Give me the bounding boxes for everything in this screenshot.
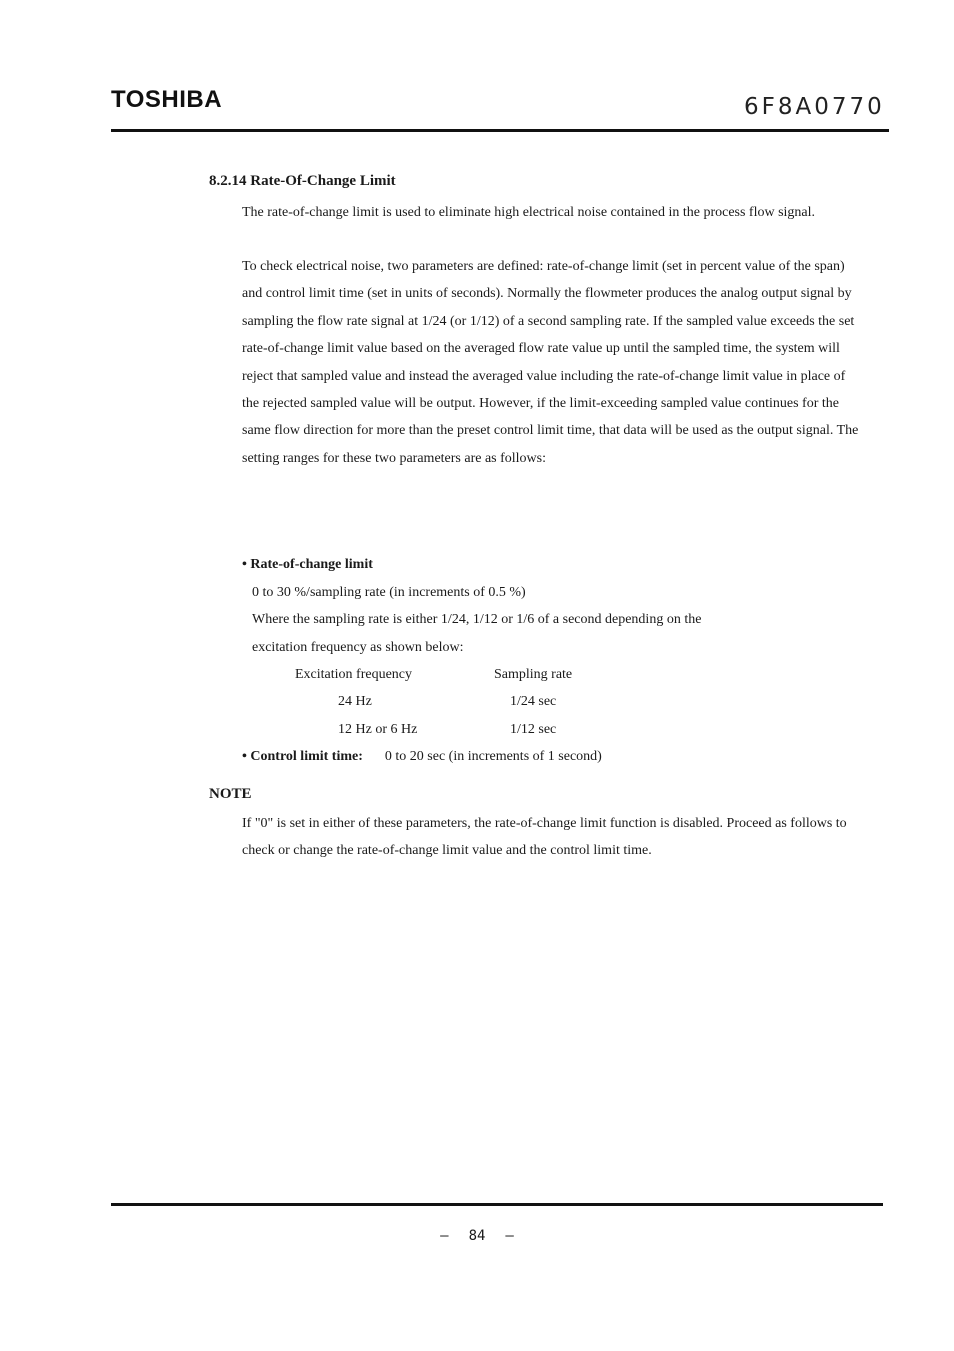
page-dash: – bbox=[505, 1228, 514, 1244]
table-header-sampling: Sampling rate bbox=[494, 667, 573, 682]
header-rule bbox=[111, 129, 889, 132]
rate-limit-range: 0 to 30 %/sampling rate (in increments of 0.5 %) bbox=[252, 585, 526, 600]
page-footer bbox=[0, 1228, 954, 1244]
section-title: 8.2.14 Rate-Of-Change Limit bbox=[209, 173, 396, 189]
sampling-note-line: excitation frequency as shown below: bbox=[252, 640, 464, 655]
document-number: 6F8A0770 bbox=[744, 94, 885, 120]
table-cell-rate: 1/12 sec bbox=[510, 722, 557, 737]
control-limit-label: • Control limit time: bbox=[242, 749, 363, 764]
table-cell-rate: 1/24 sec bbox=[510, 694, 557, 709]
rate-limit-heading: • Rate-of-change limit bbox=[242, 557, 373, 572]
table-cell-frequency: 12 Hz or 6 Hz bbox=[338, 722, 418, 737]
footer-rule bbox=[111, 1203, 883, 1206]
note-heading: NOTE bbox=[209, 786, 252, 802]
note-paragraph: If "0" is set in either of these parameters, the rate-of-change limit function is disabled. Proceed as follows to check or change the rate-of-change limit value and the control limit time. bbox=[242, 816, 847, 859]
page-number: 84 bbox=[468, 1228, 486, 1244]
page-dash: – bbox=[440, 1228, 449, 1244]
control-limit-value: 0 to 20 sec (in increments of 1 second) bbox=[384, 749, 602, 764]
brand-logo: TOSHIBA bbox=[111, 86, 223, 113]
table-cell-frequency: 24 Hz bbox=[338, 694, 372, 709]
control-limit-line bbox=[242, 749, 602, 765]
description-paragraph: To check electrical noise, two parameters are defined: rate-of-change limit (set in percent value of the span) and control limit time (set in units of seconds). Normally the flowmeter produces the analog output signal by sampling the flow rate signal at 1/24 (or 1/12) of a second sampling rate. If the sampled value exceeds the set rate-of-change limit value based on the averaged flow rate value up until the sampled time, the system will reject that sampled value and instead the averaged value including the rate-of-change limit value in place of the rejected sampled value will be output. However, if the limit-exceeding sampled value continues for the same flow direction for more than the preset control limit time, that data will be used as the output signal. The setting ranges for these two parameters are as follows: bbox=[242, 259, 859, 466]
intro-paragraph: The rate-of-change limit is used to eliminate high electrical noise contained in the process flow signal. bbox=[242, 205, 816, 220]
sampling-note-line: Where the sampling rate is either 1/24, 1/12 or 1/6 of a second depending on the bbox=[252, 612, 702, 627]
table-header-excitation: Excitation frequency bbox=[295, 667, 413, 682]
